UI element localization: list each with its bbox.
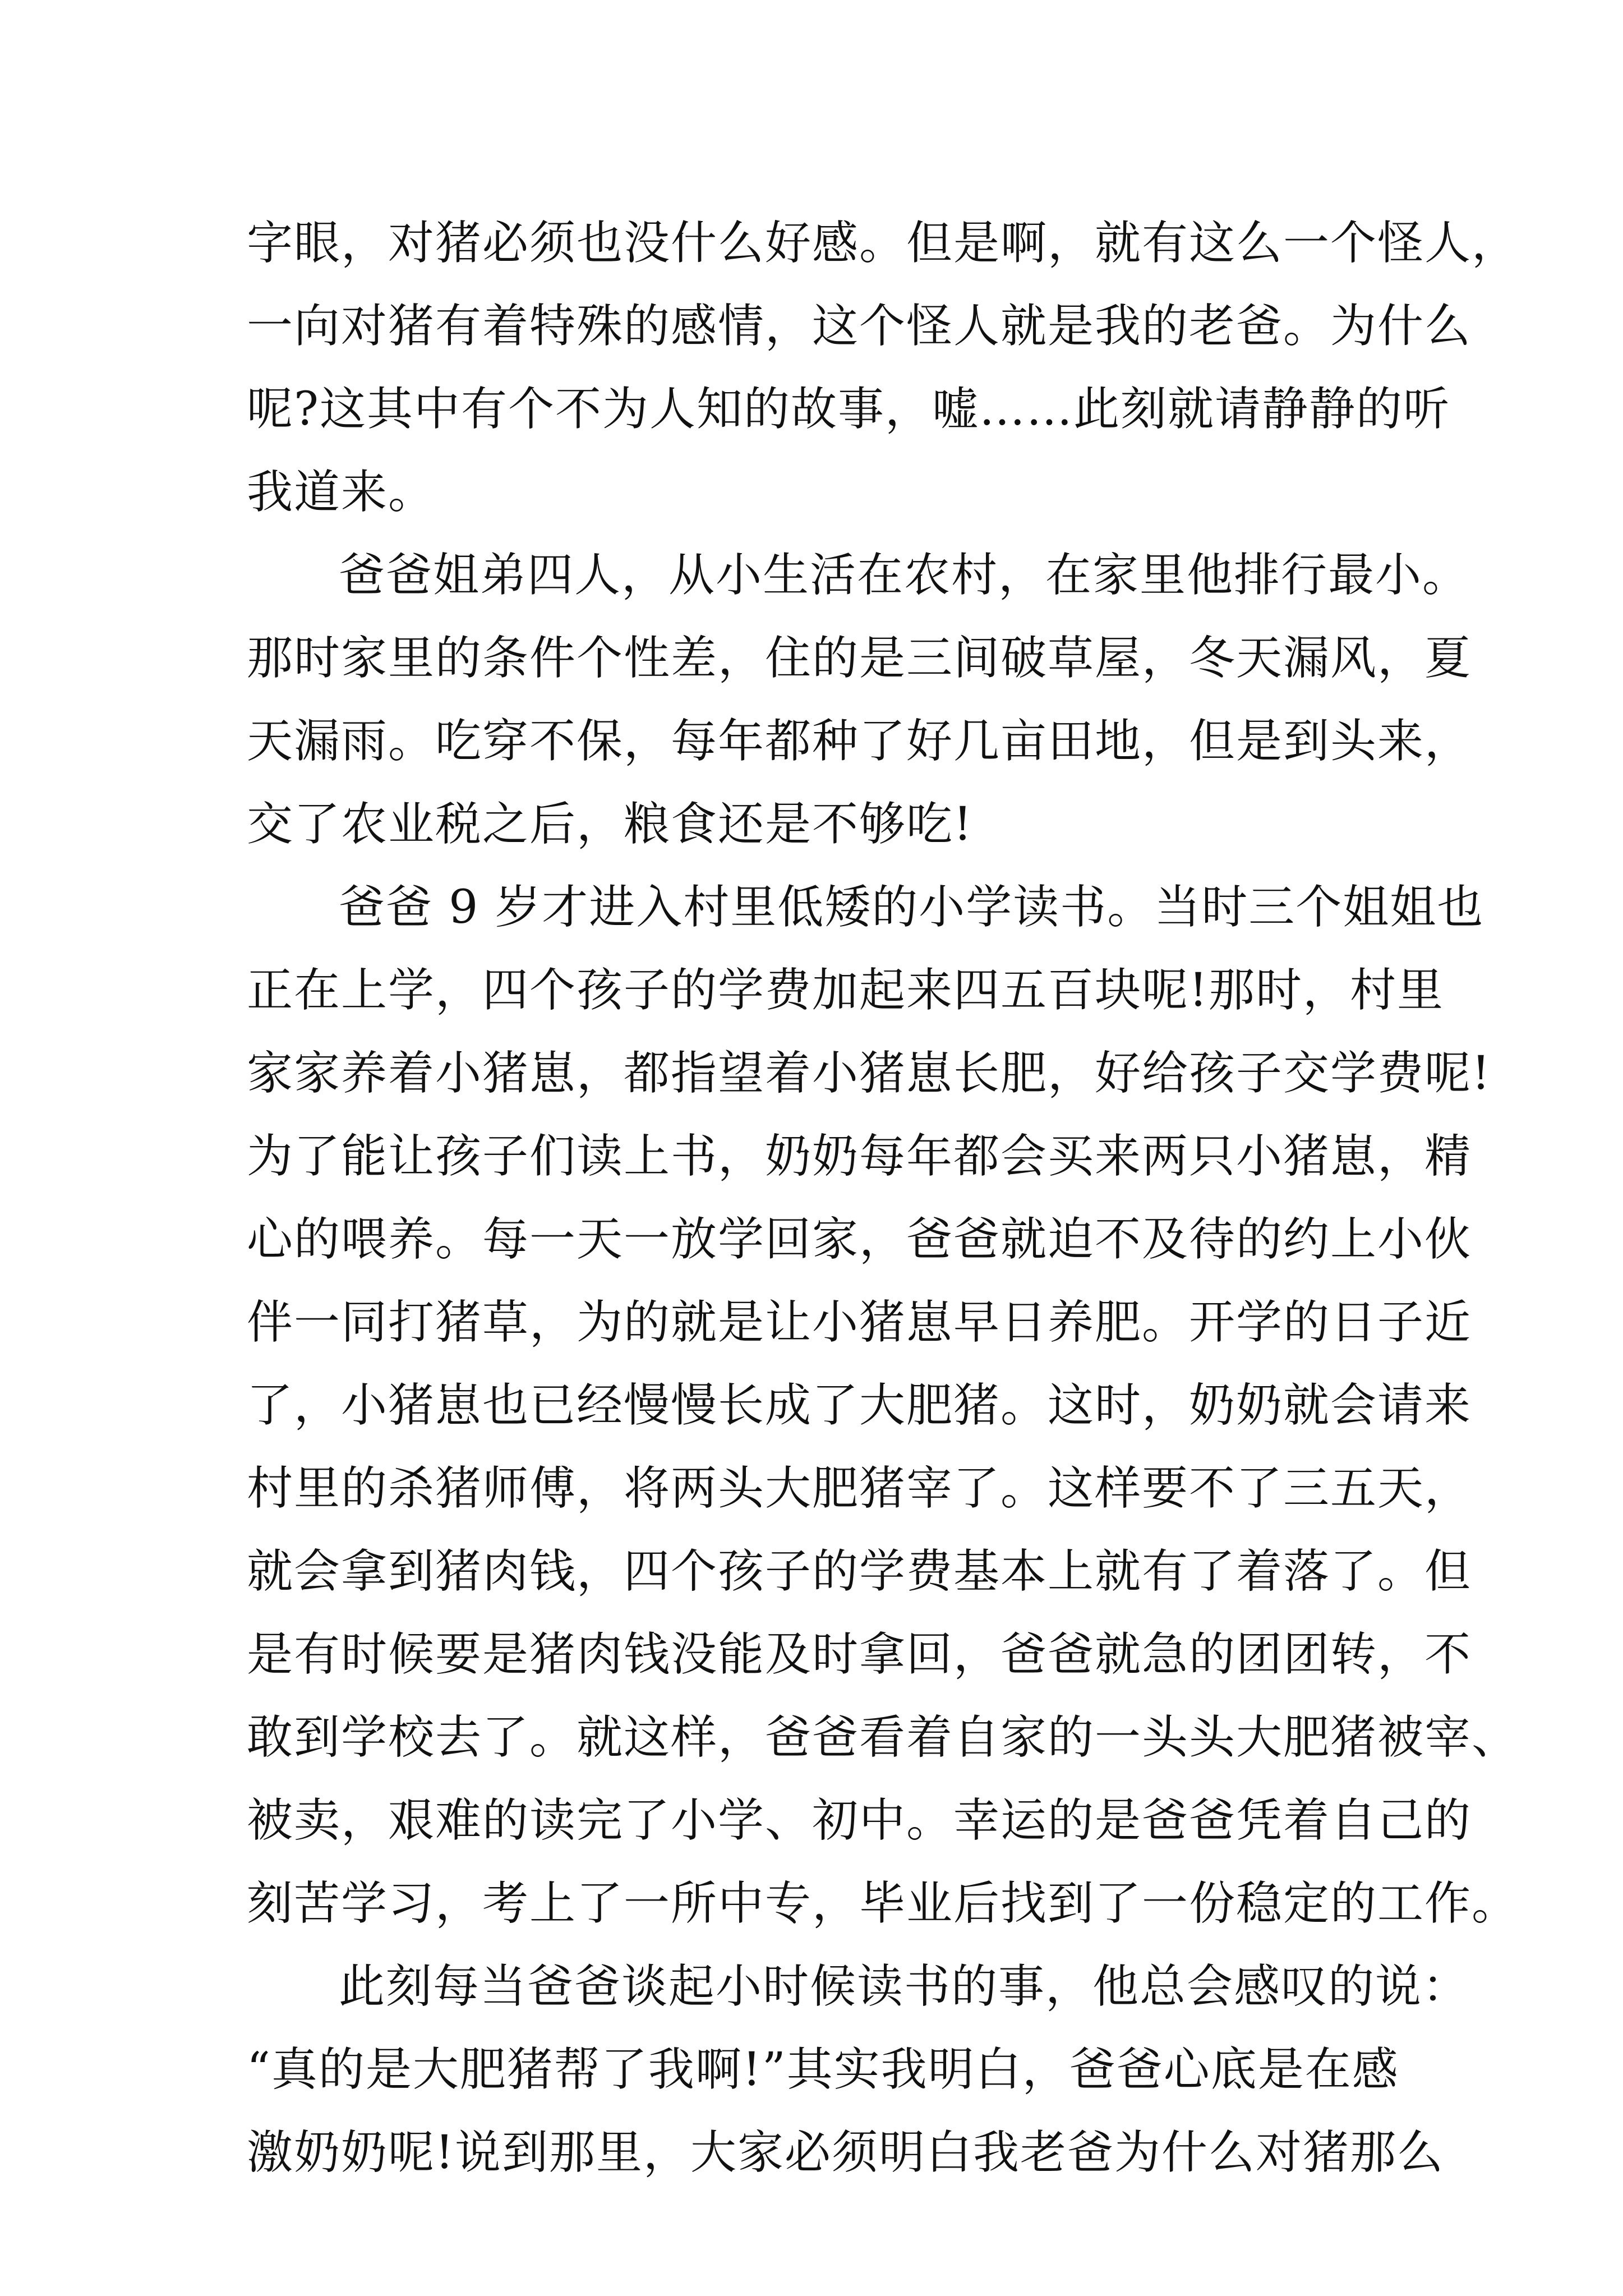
text-line: 为了能让孩子们读上书，奶奶每年都会买来两只小猪崽，精 [247, 1130, 1472, 1183]
text-line: 刻苦学习，考上了一所中专，毕业后找到了一份稳定的工作。 [247, 1877, 1519, 1930]
text-line: 那时家里的条件个性差，住的是三间破草屋，冬天漏风，夏 [247, 632, 1472, 685]
text-line: 被卖，艰难的读完了小学、初中。幸运的是爸爸凭着自己的 [247, 1794, 1472, 1847]
text-line: 交了农业税之后，粮食还是不够吃! [247, 798, 973, 851]
text-line: 我道来。 [247, 466, 436, 519]
paragraph-first-line: 爸爸 9 岁才进入村里低矮的小学读书。当时三个姐姐也 [339, 881, 1484, 934]
text-line: 是有时候要是猪肉钱没能及时拿回，爸爸就急的团团转，不 [247, 1628, 1472, 1681]
text-line: 呢?这其中有个不为人知的故事，嘘……此刻就请静静的听 [247, 383, 1450, 436]
text-line: 敢到学校去了。就这样，爸爸看着自家的一头头大肥猪被宰、 [247, 1711, 1519, 1764]
text-line: 字眼，对猪必须也没什么好感。但是啊，就有这么一个怪人， [247, 217, 1519, 270]
text-line: 了，小猪崽也已经慢慢长成了大肥猪。这时，奶奶就会请来 [247, 1379, 1472, 1432]
text-line: 天漏雨。吃穿不保，每年都种了好几亩田地，但是到头来， [247, 715, 1472, 768]
text-line: 一向对猪有着特殊的感情，这个怪人就是我的老爸。为什么 [247, 300, 1472, 353]
paragraph-first-line: 此刻每当爸爸谈起小时候读书的事，他总会感叹的说： [339, 1960, 1470, 2013]
text-line: 村里的杀猪师傅，将两头大肥猪宰了。这样要不了三五天， [247, 1462, 1472, 1515]
text-line: 伴一同打猪草，为的就是让小猪崽早日养肥。开学的日子近 [247, 1296, 1472, 1349]
text-line: 正在上学，四个孩子的学费加起来四五百块呢!那时，村里 [247, 964, 1444, 1017]
text-line: 就会拿到猪肉钱，四个孩子的学费基本上就有了着落了。但 [247, 1545, 1472, 1598]
text-line: 家家养着小猪崽，都指望着小猪崽长肥，好给孩子交学费呢! [247, 1047, 1491, 1100]
text-line: 激奶奶呢!说到那里，大家必须明白我老爸为什么对猪那么 [247, 2126, 1444, 2179]
text-line: 心的喂养。每一天一放学回家，爸爸就迫不及待的约上小伙 [247, 1213, 1472, 1266]
body-text [247, 202, 1519, 2194]
text-line: “真的是大肥猪帮了我啊!”其实我明白，爸爸心底是在感 [247, 2043, 1399, 2096]
paragraph-first-line: 爸爸姐弟四人，从小生活在农村，在家里他排行最小。 [339, 549, 1470, 602]
